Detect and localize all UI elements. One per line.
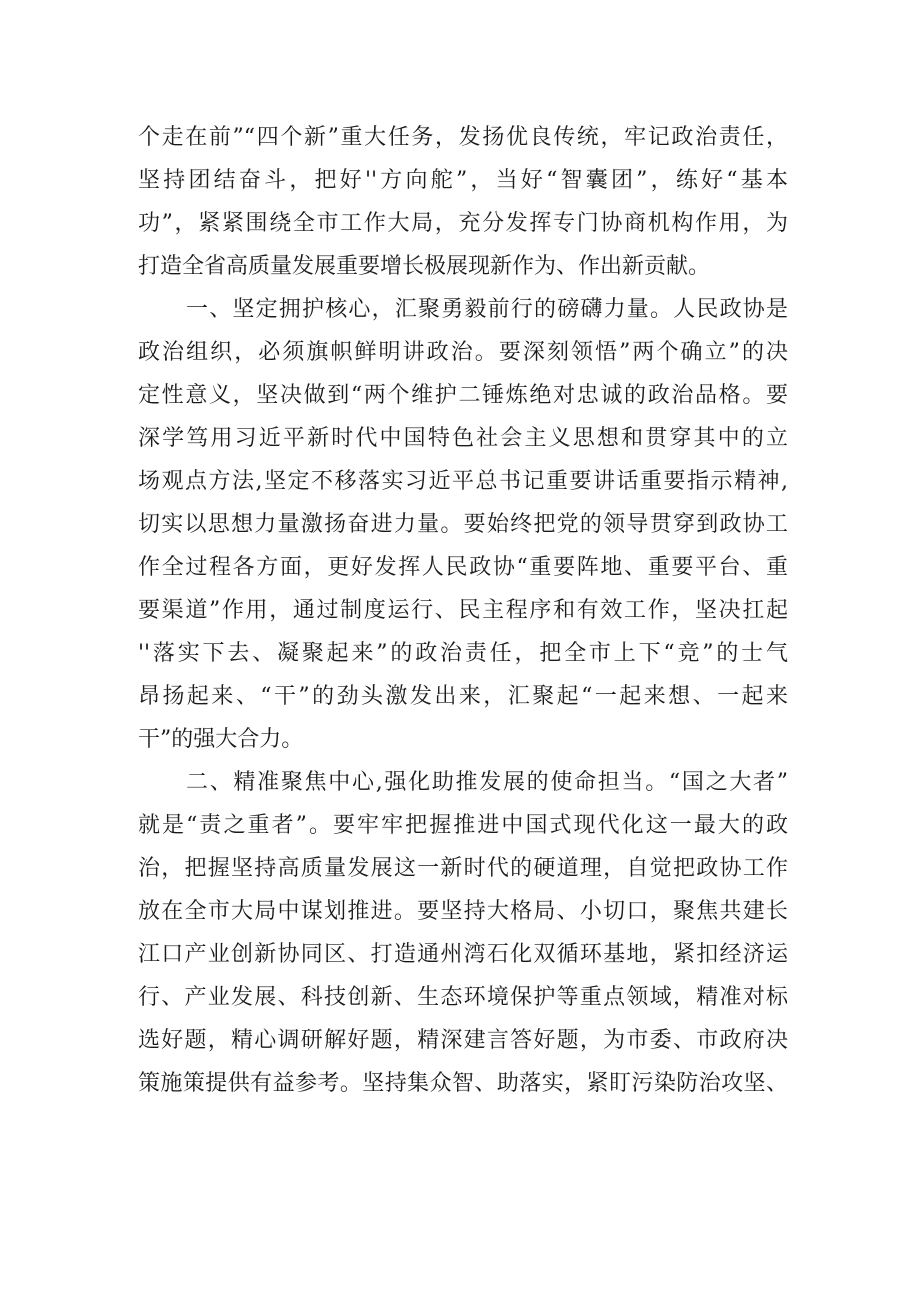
text-line: 功”，紧紧围绕全市工作大局，充分发挥专门协商机构作用，为 — [138, 211, 788, 236]
paragraph-heading-line: 一、坚定拥护核心，汇聚勇毅前行的磅礴力量。人民政协是 — [186, 297, 788, 322]
text-line: 江口产业创新协同区、打造通州湾石化双循环基地，紧扣经济运 — [138, 942, 788, 967]
text-line: 打造全省高质量发展重要增长极展现新作为、作出新贡献。 — [138, 254, 711, 279]
text-line: 切实以思想力量激扬奋进力量。要始终把党的领导贯穿到政协工 — [138, 512, 788, 537]
text-line: 策施策提供有益参考。坚持集众智、助落实，紧盯污染防治攻坚、 — [138, 1071, 788, 1096]
text-line: 个走在前”“四个新”重大任务，发扬优良传统，牢记政治责任， — [138, 125, 788, 150]
text-line: 坚持团结奋斗，把好''方向舵”，当好“智囊团”，练好“基本 — [138, 168, 788, 193]
text-line: 作全过程各方面，更好发挥人民政协“重要阵地、重要平台、重 — [138, 555, 788, 580]
text-line: 放在全市大局中谋划推进。要坚持大格局、小切口，聚焦共建长 — [138, 899, 788, 924]
text-line: ''落实下去、凝聚起来”的政治责任，把全市上下“竞”的士气 — [138, 641, 788, 666]
text-line: 要渠道”作用，通过制度运行、民主程序和有效工作，坚决扛起 — [138, 598, 788, 623]
text-line: 场观点方法,坚定不移落实习近平总书记重要讲话重要指示精神, — [138, 469, 788, 494]
paragraph-heading-line: 二、精准聚焦中心,强化助推发展的使命担当。“国之大者” — [186, 770, 788, 795]
text-line: 昂扬起来、“干”的劲头激发出来，汇聚起“一起来想、一起来 — [138, 684, 788, 709]
text-line: 干”的强大合力。 — [138, 727, 304, 752]
text-line: 行、产业发展、科技创新、生态环境保护等重点领域，精准对标 — [138, 985, 788, 1010]
text-line: 深学笃用习近平新时代中国特色社会主义思想和贯穿其中的立 — [138, 426, 788, 451]
text-line: 政治组织，必须旗帜鲜明讲政治。要深刻领悟”两个确立”的决 — [138, 340, 788, 365]
text-line: 就是“责之重者”。要牢牢把握推进中国式现代化这一最大的政 — [138, 813, 788, 838]
text-line: 选好题，精心调研解好题，精深建言答好题，为市委、市政府决 — [138, 1028, 788, 1053]
text-line: 定性意义，坚决做到“两个维护二锤炼绝对忠诚的政治品格。要 — [138, 383, 788, 408]
text-line: 治，把握坚持高质量发展这一新时代的硬道理，自觉把政协工作 — [138, 856, 788, 881]
